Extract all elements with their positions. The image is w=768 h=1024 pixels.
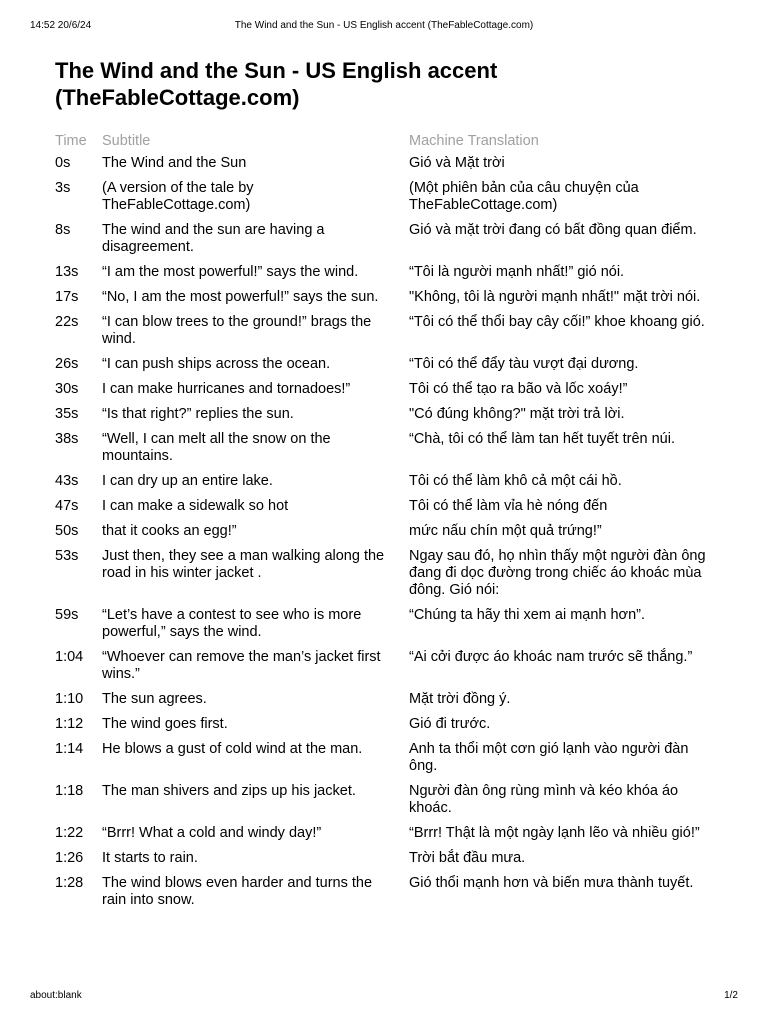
cell-time: 1:04	[55, 649, 84, 665]
cell-subtitle: that it cooks an egg!”	[102, 523, 237, 539]
table-row	[55, 473, 715, 498]
cell-time: 35s	[55, 406, 79, 422]
cell-subtitle: He blows a gust of cold wind at the man.	[102, 741, 363, 757]
cell-time: 1:14	[55, 741, 84, 757]
cell-time: 47s	[55, 498, 79, 514]
cell-subtitle: “I can blow trees to the ground!” brags the wind.	[102, 314, 372, 347]
cell-subtitle: The wind blows even harder and turns the rain into snow.	[102, 875, 373, 908]
column-header-time: Time	[55, 133, 87, 149]
table-row	[55, 850, 715, 875]
print-header	[30, 20, 738, 34]
cell-translation: “Tôi có thể thổi bay cây cối!” khoe khoang gió.	[409, 314, 705, 330]
cell-time: 1:10	[55, 691, 84, 707]
cell-time: 1:18	[55, 783, 84, 799]
cell-time: 1:26	[55, 850, 84, 866]
table-row	[55, 406, 715, 431]
print-datetime: 14:52 20/6/24	[30, 20, 92, 31]
cell-time: 13s	[55, 264, 79, 280]
table-row	[55, 607, 715, 649]
cell-translation: “Chà, tôi có thể làm tan hết tuyết trên núi.	[409, 431, 675, 447]
cell-time: 53s	[55, 548, 79, 564]
cell-time: 1:22	[55, 825, 84, 841]
cell-time: 43s	[55, 473, 79, 489]
table-row	[55, 356, 715, 381]
cell-subtitle: “Whoever can remove the man’s jacket first wins.”	[102, 649, 381, 682]
cell-time: 3s	[55, 180, 71, 196]
table-row	[55, 264, 715, 289]
cell-time: 17s	[55, 289, 79, 305]
cell-translation: Tôi có thể làm vỉa hè nóng đến	[409, 498, 608, 514]
cell-translation: “Tôi là người mạnh nhất!” gió nói.	[409, 264, 625, 280]
table-row	[55, 783, 715, 825]
cell-subtitle: “No, I am the most powerful!” says the sun.	[102, 289, 379, 305]
cell-translation: “Chúng ta hãy thi xem ai mạnh hơn”.	[409, 607, 645, 623]
cell-translation: Mặt trời đồng ý.	[409, 691, 511, 707]
cell-translation: "Không, tôi là người mạnh nhất!" mặt trời nói.	[409, 289, 701, 305]
subtitle-table	[55, 133, 715, 917]
table-row	[55, 716, 715, 741]
cell-subtitle: “I can push ships across the ocean.	[102, 356, 331, 372]
table-header-row	[55, 133, 715, 155]
cell-translation: Trời bắt đầu mưa.	[409, 850, 526, 866]
cell-translation: “Tôi có thể đẩy tàu vượt đại dương.	[409, 356, 639, 372]
cell-subtitle: The Wind and the Sun	[102, 155, 247, 171]
cell-time: 38s	[55, 431, 79, 447]
cell-time: 1:28	[55, 875, 84, 891]
cell-translation: Người đàn ông rùng mình và kéo khóa áo khoác.	[409, 783, 679, 816]
table-row	[55, 548, 715, 607]
print-footer	[30, 990, 738, 1004]
cell-subtitle: “Is that right?” replies the sun.	[102, 406, 294, 422]
cell-time: 59s	[55, 607, 79, 623]
cell-time: 26s	[55, 356, 79, 372]
table-row	[55, 155, 715, 180]
column-header-translation: Machine Translation	[409, 133, 539, 149]
table-row	[55, 180, 715, 222]
cell-translation: mức nấu chín một quả trứng!”	[409, 523, 602, 539]
cell-translation: Gió thổi mạnh hơn và biến mưa thành tuyết.	[409, 875, 694, 891]
cell-translation: Gió đi trước.	[409, 716, 491, 732]
cell-subtitle: I can make hurricanes and tornadoes!”	[102, 381, 351, 397]
cell-subtitle: The man shivers and zips up his jacket.	[102, 783, 356, 799]
cell-subtitle: It starts to rain.	[102, 850, 198, 866]
cell-time: 30s	[55, 381, 79, 397]
cell-translation: Gió và mặt trời đang có bất đồng quan điểm.	[409, 222, 697, 238]
table-row	[55, 498, 715, 523]
cell-subtitle: Just then, they see a man walking along the road in his winter jacket .	[102, 548, 385, 581]
cell-translation: Gió và Mặt trời	[409, 155, 505, 171]
cell-subtitle: (A version of the tale by TheFableCottage.com)	[102, 180, 254, 213]
table-row	[55, 691, 715, 716]
table-row	[55, 381, 715, 406]
table-row	[55, 314, 715, 356]
table-row	[55, 289, 715, 314]
cell-time: 22s	[55, 314, 79, 330]
cell-translation: (Một phiên bản của câu chuyện của TheFableCottage.com)	[409, 180, 639, 213]
cell-subtitle: “Let’s have a contest to see who is more powerful,” says the wind.	[102, 607, 362, 640]
table-row	[55, 649, 715, 691]
cell-subtitle: The wind and the sun are having a disagreement.	[102, 222, 325, 255]
print-page-title: The Wind and the Sun - US English accent (TheFableCottage.com)	[234, 20, 534, 31]
cell-time: 8s	[55, 222, 71, 238]
table-row	[55, 825, 715, 850]
print-page-number: 1/2	[724, 990, 738, 1001]
cell-translation: “Ai cởi được áo khoác nam trước sẽ thắng.”	[409, 649, 693, 665]
column-header-subtitle: Subtitle	[102, 133, 151, 149]
cell-translation: “Brrr! Thật là một ngày lạnh lẽo và nhiều gió!”	[409, 825, 700, 841]
cell-subtitle: The wind goes first.	[102, 716, 228, 732]
document-body	[55, 57, 735, 917]
cell-subtitle: The sun agrees.	[102, 691, 207, 707]
cell-time: 50s	[55, 523, 79, 539]
cell-subtitle: I can dry up an entire lake.	[102, 473, 273, 489]
print-url: about:blank	[30, 990, 82, 1001]
cell-time: 1:12	[55, 716, 84, 732]
cell-translation: Tôi có thể làm khô cả một cái hồ.	[409, 473, 622, 489]
cell-subtitle: “I am the most powerful!” says the wind.	[102, 264, 359, 280]
table-row	[55, 222, 715, 264]
table-row	[55, 875, 715, 917]
cell-translation: Anh ta thổi một cơn gió lạnh vào người đàn ông.	[409, 741, 689, 774]
cell-translation: Ngay sau đó, họ nhìn thấy một người đàn ông đang đi dọc đường trong chiếc áo khoác mùa đông. Gió nói:	[409, 548, 706, 598]
cell-time: 0s	[55, 155, 71, 171]
cell-subtitle: “Well, I can melt all the snow on the mountains.	[102, 431, 331, 464]
document-title: The Wind and the Sun - US English accent (TheFableCottage.com)	[55, 58, 498, 110]
table-row	[55, 741, 715, 783]
table-row	[55, 523, 715, 548]
cell-translation: Tôi có thể tạo ra bão và lốc xoáy!”	[409, 381, 628, 397]
cell-subtitle: I can make a sidewalk so hot	[102, 498, 289, 514]
cell-translation: "Có đúng không?" mặt trời trả lời.	[409, 406, 625, 422]
cell-subtitle: “Brrr! What a cold and windy day!”	[102, 825, 322, 841]
table-row	[55, 431, 715, 473]
